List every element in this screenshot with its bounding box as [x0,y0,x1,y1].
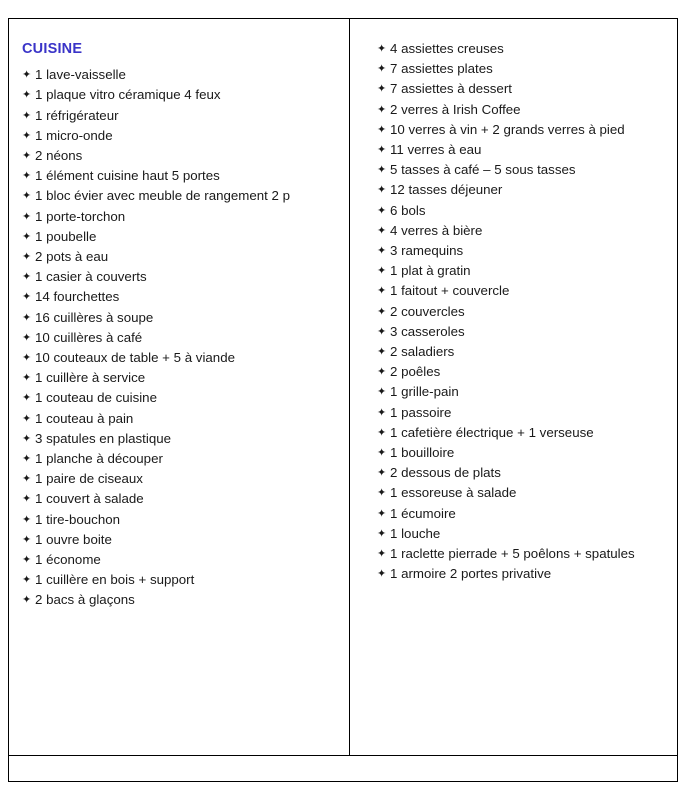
list-item [22,449,349,469]
list-item [377,79,677,99]
list-item-label: 14 fourchettes [35,289,120,305]
bullet-icon: ✦ [22,432,32,445]
list-item-label: 1 tire-bouchon [35,511,121,527]
list-item [22,550,349,570]
list-item-label: 1 couvert à salade [35,491,144,507]
bullet-icon: ✦ [377,245,387,258]
list-item [377,261,677,281]
list-item-label: 11 verres à eau [390,142,482,158]
bullet-icon: ✦ [22,271,32,284]
list-item-label: 1 micro-onde [35,127,113,143]
list-item [377,423,677,443]
list-item-label: 1 louche [390,525,441,541]
bullet-icon: ✦ [377,224,387,237]
bullet-icon: ✦ [22,230,32,243]
bullet-icon: ✦ [377,447,387,460]
list-item-label: 1 casier à couverts [35,269,147,285]
bullet-icon: ✦ [22,412,32,425]
list-item [377,322,677,342]
list-item-label: 1 faitout + couvercle [390,283,510,299]
list-item [22,65,349,85]
bullet-icon: ✦ [377,144,387,157]
list-item-label: 1 écumoire [390,505,456,521]
bullet-icon: ✦ [22,574,32,587]
list-item-label: 1 paire de ciseaux [35,471,143,487]
list-item-label: 1 couteau à pain [35,410,134,426]
list-item-label: 1 cuillère en bois + support [35,572,195,588]
list-item [377,463,677,483]
list-item [22,489,349,509]
list-item [22,267,349,287]
list-item [22,469,349,489]
list-item-label: 6 bols [390,202,426,218]
bullet-icon: ✦ [22,291,32,304]
bullet-icon: ✦ [22,352,32,365]
list-item [22,106,349,126]
list-item [377,221,677,241]
bullet-icon: ✦ [22,129,32,142]
list-item [22,247,349,267]
list-item [377,140,677,160]
bullet-icon: ✦ [377,164,387,177]
list-item [377,564,677,584]
list-item [22,287,349,307]
list-item [22,570,349,590]
list-item [377,504,677,524]
list-item-label: 1 grille-pain [390,384,459,400]
list-item [377,120,677,140]
list-item [377,443,677,463]
list-item-label: 1 couteau de cuisine [35,390,157,406]
list-item-label: 10 cuillères à café [35,329,143,345]
list-item [22,348,349,368]
bullet-icon: ✦ [22,513,32,526]
bullet-icon: ✦ [22,554,32,567]
list-item-label: 2 pots à eau [35,249,109,265]
bullet-icon: ✦ [377,568,387,581]
right-column [349,19,677,611]
bullet-icon: ✦ [377,204,387,217]
list-item-label: 1 poubelle [35,228,97,244]
list-item-label: 1 essoreuse à salade [390,485,517,501]
list-item [22,590,349,610]
list-item-label: 1 raclette pierrade + 5 poêlons + spatules [390,546,635,562]
list-item [377,281,677,301]
list-item-label: 3 casseroles [390,323,465,339]
bullet-icon: ✦ [377,305,387,318]
list-item [22,146,349,166]
bullet-icon: ✦ [22,533,32,546]
list-item-label: 2 saladiers [390,344,455,360]
bullet-icon: ✦ [377,325,387,338]
list-item-label: 2 couvercles [390,303,465,319]
bullet-icon: ✦ [377,265,387,278]
list-item [22,207,349,227]
bullet-icon: ✦ [377,184,387,197]
list-item [22,166,349,186]
section-title-cuisine: CUISINE [22,41,83,57]
list-item-label: 7 assiettes à dessert [390,81,512,97]
list-item-label: 2 néons [35,148,83,164]
list-item [377,524,677,544]
bullet-icon: ✦ [22,311,32,324]
bullet-icon: ✦ [22,331,32,344]
bullet-icon: ✦ [377,467,387,480]
bullet-icon: ✦ [22,190,32,203]
left-item-list [22,65,349,610]
list-item [22,510,349,530]
list-item [377,342,677,362]
bullet-icon: ✦ [22,493,32,506]
list-item [377,302,677,322]
bullet-icon: ✦ [377,507,387,520]
list-item-label: 2 poêles [390,364,441,380]
bullet-icon: ✦ [22,150,32,163]
list-item [22,328,349,348]
bullet-icon: ✦ [22,251,32,264]
list-item-label: 4 assiettes creuses [390,41,504,56]
bullet-icon: ✦ [377,406,387,419]
list-item [377,241,677,261]
list-item-label: 4 verres à bière [390,222,483,238]
list-item [22,227,349,247]
list-item [377,483,677,503]
bullet-icon: ✦ [377,527,387,540]
bullet-icon: ✦ [22,453,32,466]
list-item [22,530,349,550]
list-item-label: 10 verres à vin + 2 grands verres à pied [390,121,625,137]
list-item [377,59,677,79]
list-item [22,126,349,146]
list-item [22,85,349,105]
bullet-icon: ✦ [377,426,387,439]
bullet-icon: ✦ [22,594,32,607]
list-item [377,180,677,200]
bullet-icon: ✦ [22,69,32,82]
list-item [22,368,349,388]
list-item-label: 2 bacs à glaçons [35,592,135,608]
list-item [377,362,677,382]
list-item [377,160,677,180]
bullet-icon: ✦ [377,548,387,561]
list-item-label: 1 bloc évier avec meuble de rangement 2 p [35,188,291,204]
bullet-icon: ✦ [377,123,387,136]
list-item-label: 1 planche à découper [35,451,163,467]
list-item-label: 1 élément cuisine haut 5 portes [35,168,220,184]
bullet-icon: ✦ [22,473,32,486]
list-item-label: 5 tasses à café – 5 sous tasses [390,162,576,178]
list-item-label: 1 réfrigérateur [35,107,119,123]
list-item [377,382,677,402]
bottom-rule [9,755,677,756]
list-item-label: 1 ouvre boite [35,531,112,547]
bullet-icon: ✦ [22,170,32,183]
list-item-label: 1 plaque vitro céramique 4 feux [35,87,221,103]
list-item-label: 1 cafetière électrique + 1 verseuse [390,424,594,440]
list-item-label: 16 cuillères à soupe [35,309,154,325]
list-item [22,429,349,449]
bullet-icon: ✦ [22,392,32,405]
bullet-icon: ✦ [377,63,387,76]
right-item-list [377,39,677,584]
list-item-label: 1 bouilloire [390,445,455,461]
bullet-icon: ✦ [377,83,387,96]
list-item-label: 12 tasses déjeuner [390,182,503,198]
list-item-label: 3 spatules en plastique [35,430,172,446]
list-item [22,409,349,429]
bullet-icon: ✦ [22,109,32,122]
bullet-icon: ✦ [377,103,387,116]
bullet-icon: ✦ [22,210,32,223]
bullet-icon: ✦ [377,285,387,298]
list-item-label: 1 économe [35,552,101,568]
list-item [22,186,349,206]
list-item [377,403,677,423]
list-item [377,100,677,120]
list-item [22,388,349,408]
bullet-icon: ✦ [377,43,387,55]
list-item-label: 2 verres à Irish Coffee [390,101,521,117]
list-item [377,544,677,564]
list-item-label: 2 dessous de plats [390,465,501,481]
bullet-icon: ✦ [377,366,387,379]
list-item-label: 1 armoire 2 portes privative [390,566,552,582]
left-column [9,19,349,611]
bullet-icon: ✦ [377,487,387,500]
bullet-icon: ✦ [22,89,32,102]
inventory-columns [9,19,677,611]
list-item-label: 10 couteaux de table + 5 à viande [35,350,235,366]
bullet-icon: ✦ [377,386,387,399]
list-item-label: 1 lave-vaisselle [35,67,126,83]
list-item-label: 7 assiettes plates [390,61,493,77]
list-item-label: 1 plat à gratin [390,263,471,279]
list-item [377,201,677,221]
list-item-label: 1 cuillère à service [35,370,146,386]
list-item-label: 3 ramequins [390,243,464,259]
list-item [22,308,349,328]
bullet-icon: ✦ [377,346,387,359]
list-item [377,39,677,59]
list-item-label: 1 passoire [390,404,452,420]
bullet-icon: ✦ [22,372,32,385]
list-item-label: 1 porte-torchon [35,208,126,224]
